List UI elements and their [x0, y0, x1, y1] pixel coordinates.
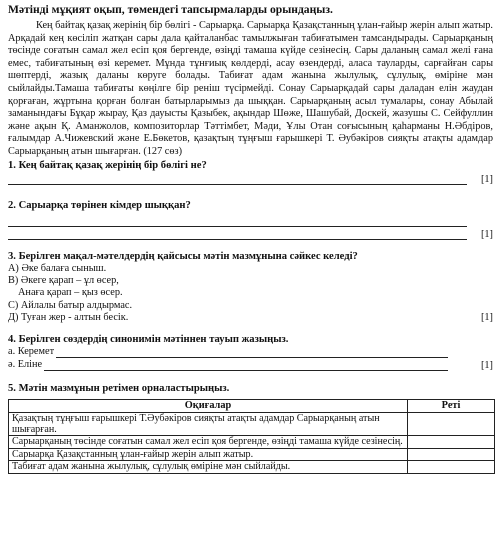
synonym-label-b: ә. Еліне: [8, 359, 43, 371]
question-4: 4. Берілген сөздердің синонимін мәтіннен тауып жазыңыз.: [8, 334, 289, 346]
question-1: 1. Кең байтақ қазақ жерінің бір бөлігі не?: [8, 159, 207, 171]
synonym-row-b: [8, 359, 448, 371]
synonym-line-a[interactable]: [56, 347, 448, 358]
mark-q3: [1]: [480, 312, 493, 324]
order-table: [8, 399, 495, 473]
order-cell[interactable]: [408, 436, 495, 448]
event-text: Қазақтың тұңғыш ғарышкері Т.Әубәкіров сияқты атақты адамдар Сарыарқаның атын шығарған.: [9, 412, 408, 436]
event-text: Табиғат адам жанына жылулық, сұлулық өміріне мән сыйлайды.: [9, 461, 408, 473]
header-order: Реті: [408, 400, 495, 412]
answer-line-1[interactable]: [8, 173, 467, 185]
synonym-row-a: [8, 346, 448, 358]
table-row: [9, 412, 495, 436]
table-row: [9, 448, 495, 460]
option-b-line2: Анаға қарап – қыз өсер.: [18, 287, 123, 299]
option-c[interactable]: С) Айлалы батыр алдырмас.: [8, 299, 133, 311]
reading-passage: Кең байтақ қазақ жерінің бір бөлігі - Сарыарқа. Сарыарқа Қазақстанның ұлан-ғайыр жерін алып жатыр. Арқадай кең көсіліп жатқан сары дала қайталанбас тамылжыған табиғатымен тамсандырады. Сарыарқаның төсінде соғатын самал жел есіп қоя бергенде, өзіңді тамаша күйде сезінесің. Сары даланың самал желі ғана емес, табиғатының өзі керемет. Мұнда тұнғиық көлдерді, асау өзендерді, аласа тауларды, сарғайған сары шөптерді, жазық даланы көруге болады. Табиғат адам жанына жылулық, сұлулық, өміріне мән сыйлайды.Тамаша табиғаты көңілге бір реніш түсірмейді. Сонау Сарыарқадай сары даладан елін жаудан қорғаған, жұртына қорған болған батырларымыз да шыққан. Сарыарқаның асыл тумалары, сонау Абылай заманындағы Бұқар жырау, Қаз дауысты Қазыбек, ақындар Шөже, Шашубай, Доскей, жазушы С. Сейфуллин және ақын Қ. Аманжолов, композиторлар Тәттімбет, Мәди, Ұлы Отан соғысының қаһарманы Н.Әбдіров, ғалымдар А.Чижевский және Е.Бөкетов, қазақтың тұңғыш ғарышкері Т. Әубәкіров сияқты атақты адамдар Сарыарқаның атын шығарған. (127 сөз): [8, 20, 493, 157]
question-2: 2. Сарыарқа төрінен кімдер шыққан?: [8, 199, 191, 211]
option-b[interactable]: В) Әкеге қарап – ұл өсер,: [8, 274, 119, 286]
table-row: [9, 436, 495, 448]
synonym-label-a: а. Керемет: [8, 346, 55, 358]
header-events: Оқиғалар: [9, 400, 408, 412]
synonym-row-b-wrap: [8, 358, 493, 371]
mark-q4: [1]: [480, 360, 493, 372]
option-d-row: [8, 312, 493, 324]
event-text: Сарыарқаның төсінде соғатын самал жел есіп қоя бергенде, өзіңді тамаша күйде сезінесің.: [9, 436, 408, 448]
question-5: 5. Мәтін мазмұнын ретімен орналастырыңыз.: [8, 383, 230, 395]
mark-q1: [1]: [480, 173, 493, 185]
question-3: 3. Берілген мақал-мәтелдердің қайсысы мәтін мазмұнына сәйкес келеді?: [8, 250, 358, 262]
answer-line-2a[interactable]: [8, 215, 467, 227]
mark-q2: [1]: [480, 228, 493, 240]
option-a[interactable]: А) Әке балаға сыныш.: [8, 262, 107, 274]
order-table-header: [9, 400, 495, 412]
table-row: [9, 461, 495, 473]
order-cell[interactable]: [408, 412, 495, 436]
answer-row-2a: [8, 215, 493, 227]
answer-row-2b: [8, 228, 493, 240]
option-d[interactable]: Д) Туған жер - алтын бесік.: [8, 312, 129, 324]
answer-line-2b[interactable]: [8, 228, 467, 240]
event-text: Сарыарқа Қазақстанның ұлан-ғайыр жерін алып жатыр.: [9, 448, 408, 460]
synonym-line-b[interactable]: [44, 360, 448, 371]
answer-row-1: [8, 173, 493, 185]
worksheet-title: Мәтінді мұқият оқып, төмендегі тапсырмаларды орындаңыз.: [8, 3, 333, 16]
order-cell[interactable]: [408, 448, 495, 460]
order-cell[interactable]: [408, 461, 495, 473]
